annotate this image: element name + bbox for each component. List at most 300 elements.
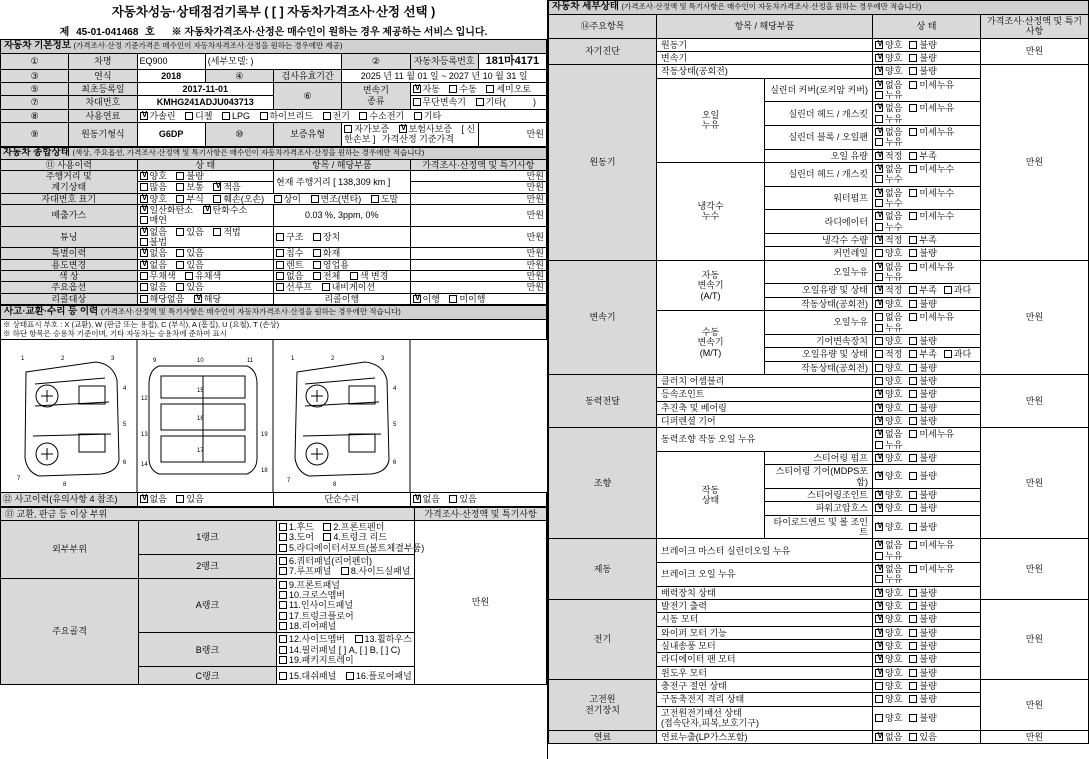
checkbox-box[interactable]	[875, 642, 883, 650]
checkbox-양호[interactable]	[875, 628, 902, 638]
checkbox-양호[interactable]	[875, 40, 902, 50]
checkbox-불량[interactable]	[909, 503, 936, 513]
checkbox-없음[interactable]	[875, 80, 902, 90]
checkbox-simple-yes[interactable]: 있음	[449, 494, 476, 504]
checkbox-부족[interactable]	[909, 151, 936, 161]
checkbox-tuning-none[interactable]: V없음	[140, 227, 167, 237]
checkbox-box[interactable]	[909, 655, 917, 663]
checkbox-box[interactable]	[875, 313, 883, 321]
checkbox-box[interactable]	[875, 300, 883, 308]
checkbox-불량[interactable]	[909, 490, 936, 500]
checkbox-box[interactable]	[875, 152, 883, 160]
checkbox-tuning-yes[interactable]: 있음	[176, 227, 203, 237]
checkbox-양호[interactable]	[875, 66, 902, 76]
checkbox-누수[interactable]	[875, 222, 902, 232]
checkbox-box[interactable]	[875, 602, 883, 610]
checkbox-vin-corrosion[interactable]: 부식	[176, 194, 203, 204]
value-engine-type[interactable]: G6DP	[137, 122, 205, 146]
checkbox-vin-altered[interactable]: 변조(변타)	[311, 194, 362, 204]
checkbox-box[interactable]	[909, 337, 917, 345]
checkbox-vin-good[interactable]: V 양호	[140, 194, 167, 204]
checkbox-미세누수[interactable]	[909, 211, 954, 221]
checkbox-양호[interactable]	[875, 694, 902, 704]
checkbox-box[interactable]	[909, 152, 917, 160]
checkbox-box[interactable]	[875, 67, 883, 75]
checkbox-box[interactable]	[909, 236, 917, 244]
checkbox-누유[interactable]	[875, 137, 902, 147]
checkbox-미세누유[interactable]	[909, 103, 954, 113]
checkbox-부족[interactable]	[909, 235, 936, 245]
value-carname[interactable]: EQ900	[137, 53, 205, 69]
checkbox-없음[interactable]	[875, 164, 902, 174]
checkbox-양호[interactable]	[875, 53, 902, 63]
checkbox-box[interactable]	[909, 417, 917, 425]
checkbox-양호[interactable]	[875, 614, 902, 624]
checkbox-box[interactable]	[875, 541, 883, 549]
checkbox-불량[interactable]	[909, 713, 936, 723]
checkbox-option-yes[interactable]: 있음	[176, 282, 203, 292]
checkbox-양호[interactable]	[875, 471, 902, 481]
checkbox-불량[interactable]	[909, 248, 936, 258]
checkbox-trunk-lid[interactable]: 4.트렁크 리드	[323, 532, 386, 542]
checkbox-양호[interactable]	[875, 453, 902, 463]
checkbox-box[interactable]	[909, 263, 917, 271]
detail-section-title: 자동차 세부상태	[552, 1, 619, 12]
checkbox-box[interactable]	[909, 523, 917, 531]
checkbox-없음[interactable]	[875, 188, 902, 198]
checkbox-미세누유[interactable]	[909, 564, 954, 574]
checkbox-없음[interactable]	[875, 127, 902, 137]
checkbox-없음[interactable]	[875, 211, 902, 221]
checkbox-미세누수[interactable]	[909, 188, 954, 198]
checkbox-불량[interactable]	[909, 601, 936, 611]
checkbox-적정[interactable]	[875, 285, 902, 295]
checkbox-없음[interactable]	[875, 564, 902, 574]
checkbox-box[interactable]	[909, 212, 917, 220]
checkbox-box[interactable]	[875, 733, 883, 741]
checkbox-label: 양호	[885, 452, 903, 463]
checkbox-box[interactable]	[909, 541, 917, 549]
checkbox-box[interactable]	[875, 714, 883, 722]
detail-item-label: 추진축 및 베어링	[657, 401, 873, 414]
checkbox-불량[interactable]	[909, 299, 936, 309]
checkbox-box[interactable]	[909, 733, 917, 741]
checkbox-cross-member[interactable]: 10.크로스멤버	[279, 590, 345, 600]
checkbox-inside-panel[interactable]: 11.인사이드패널	[279, 600, 353, 610]
checkbox-없음[interactable]	[875, 262, 902, 272]
checkbox-부족[interactable]	[909, 285, 936, 295]
checkbox-불량[interactable]	[909, 40, 936, 50]
checkbox-usage-yes[interactable]: 있음	[176, 260, 203, 270]
checkbox-floor-panel[interactable]: 16.플로어패널	[346, 671, 412, 681]
checkbox-미세누유[interactable]	[909, 312, 954, 322]
checkbox-mileage-many[interactable]: 많음	[140, 182, 167, 192]
checkbox-box[interactable]	[875, 273, 883, 281]
checkbox-불량[interactable]	[909, 522, 936, 532]
checkbox-rent[interactable]: 렌트	[276, 260, 303, 270]
checkbox-roof-panel[interactable]: 7.루프패널	[279, 566, 331, 576]
checkbox-fire[interactable]: 화재	[313, 248, 340, 258]
checkbox-box[interactable]	[909, 430, 917, 438]
checkbox-tuning-device[interactable]: 장치	[313, 232, 340, 242]
checkbox-box[interactable]	[909, 629, 917, 637]
checkbox-diesel[interactable]: 디젤	[185, 111, 212, 121]
checkbox-불량[interactable]	[909, 628, 936, 638]
checkbox-box[interactable]	[909, 300, 917, 308]
checkbox-양호[interactable]	[875, 403, 902, 413]
checkbox-box[interactable]	[875, 695, 883, 703]
checkbox-누유[interactable]	[875, 551, 902, 561]
checkbox-label: 누유	[885, 550, 903, 561]
checkbox-box[interactable]	[875, 504, 883, 512]
detail-state-options	[873, 626, 981, 639]
checkbox-accident-yes[interactable]: 있음	[176, 494, 203, 504]
checkbox-box[interactable]	[875, 575, 883, 583]
checkbox-box[interactable]	[875, 286, 883, 294]
checkbox-있음[interactable]	[909, 732, 936, 742]
checkbox-box[interactable]	[875, 138, 883, 146]
checkbox-box[interactable]	[909, 286, 917, 294]
checkbox-누유[interactable]	[875, 574, 902, 584]
checkbox-box[interactable]	[909, 41, 917, 49]
checkbox-box[interactable]	[909, 589, 917, 597]
checkbox-box[interactable]	[909, 54, 917, 62]
checkbox-box[interactable]	[875, 41, 883, 49]
checkbox-hood[interactable]: 1.후드	[279, 522, 314, 532]
mileage-value[interactable]: 현재 주행거리 [ 138,309 km ]	[274, 170, 411, 193]
checkbox-box[interactable]	[909, 390, 917, 398]
checkbox-box[interactable]	[944, 350, 952, 358]
checkbox-door[interactable]: 3.도어	[279, 532, 314, 542]
checkbox-mileage-normal[interactable]: 보통	[176, 182, 203, 192]
checkbox-과다[interactable]	[944, 285, 971, 295]
checkbox-불량[interactable]	[909, 641, 936, 651]
checkbox-box[interactable]	[909, 472, 917, 480]
checkbox-recall-notdone[interactable]: 미이행	[449, 294, 485, 304]
checkbox-양호[interactable]	[875, 248, 902, 258]
checkbox-누유[interactable]	[875, 114, 902, 124]
checkbox-box[interactable]	[875, 212, 883, 220]
checkbox-양호[interactable]	[875, 299, 902, 309]
checkbox-fuel-etc[interactable]: 기타	[414, 111, 441, 121]
detail-item-label: 실린더 커버(로커암 커버)	[765, 78, 873, 102]
checkbox-미세누유[interactable]	[909, 429, 954, 439]
checkbox-불량[interactable]	[909, 376, 936, 386]
checkbox-불량[interactable]	[909, 403, 936, 413]
checkbox-side-member[interactable]: 12.사이드멤버	[279, 634, 345, 644]
checkbox-usage-none[interactable]: V 없음	[140, 260, 167, 270]
value-vin[interactable]: KMHG241ADJU043713	[137, 96, 274, 109]
checkbox-양호[interactable]	[875, 376, 902, 386]
checkbox-양호[interactable]	[875, 654, 902, 664]
checkbox-box[interactable]	[875, 236, 883, 244]
checkbox-양호[interactable]	[875, 336, 902, 346]
checkbox-box[interactable]	[875, 54, 883, 62]
checkbox-radiator-support[interactable]: 5.라디에이터서포트(볼트체결부품)	[279, 543, 424, 553]
checkbox-option-none[interactable]: 없음	[140, 282, 167, 292]
checkbox-과다[interactable]	[944, 349, 971, 359]
checkbox-불량[interactable]	[909, 588, 936, 598]
checkbox-box[interactable]	[909, 714, 917, 722]
checkbox-양호[interactable]	[875, 416, 902, 426]
checkbox-vin-erased[interactable]: 도말	[371, 194, 398, 204]
checkbox-box[interactable]	[875, 91, 883, 99]
detail-state-options	[873, 502, 981, 515]
checkbox-side-sill-panel[interactable]: 8.사이드실패널	[341, 566, 411, 576]
checkbox-flood[interactable]: 침수	[276, 248, 303, 258]
checkbox-pillar-panel[interactable]: 14.필러패널 [ ] A, [ ] B, [ ] C)	[279, 645, 400, 655]
checkbox-불량[interactable]	[909, 694, 936, 704]
checkbox-self-warranty[interactable]: 자가보증	[344, 124, 389, 134]
checkbox-미세누유[interactable]	[909, 127, 954, 137]
checkbox-quarter-panel[interactable]: 6.쿼터패널(리어펜더)	[279, 556, 372, 566]
checkbox-box[interactable]	[875, 249, 883, 257]
checkbox-box[interactable]	[875, 128, 883, 136]
checkbox-box[interactable]	[875, 565, 883, 573]
checkbox-recall-none[interactable]: 해당없음	[140, 294, 185, 304]
checkbox-electric[interactable]: 전기	[323, 111, 350, 121]
checkbox-vin-damage[interactable]: 훼손(오손)	[213, 194, 264, 204]
checkbox-없음[interactable]	[875, 429, 902, 439]
checkbox-누수[interactable]	[875, 174, 902, 184]
checkbox-box[interactable]	[909, 377, 917, 385]
checkbox-box[interactable]	[909, 602, 917, 610]
checkbox-achromatic[interactable]: 무채색	[140, 271, 176, 281]
value-first-reg[interactable]: 2017-11-01	[137, 82, 274, 95]
checkbox-box[interactable]	[875, 189, 883, 197]
checkbox-special-yes[interactable]: 있음	[176, 248, 203, 258]
checkbox-box[interactable]	[875, 199, 883, 207]
checkbox-box[interactable]	[875, 364, 883, 372]
checkbox-box[interactable]	[909, 454, 917, 462]
checkbox-불량[interactable]	[909, 363, 936, 373]
checkbox-label: 누수	[885, 221, 903, 232]
checkbox-불량[interactable]	[909, 336, 936, 346]
checkbox-box[interactable]	[875, 115, 883, 123]
detail-item-label: 오일누유	[765, 311, 873, 335]
checkbox-recall-done[interactable]: V 이행	[413, 294, 440, 304]
checkbox-box[interactable]	[875, 175, 883, 183]
checkbox-불량[interactable]	[909, 471, 936, 481]
checkbox-양호[interactable]	[875, 503, 902, 513]
checkbox-business[interactable]: 영업용	[313, 260, 349, 270]
checkbox-box[interactable]	[875, 417, 883, 425]
checkbox-미세누수[interactable]	[909, 164, 954, 174]
checkbox-lpg[interactable]: LPG	[222, 111, 250, 121]
warranty-company: [ 신한손보 ]	[344, 123, 476, 145]
checkbox-box[interactable]	[875, 472, 883, 480]
detail-state-options	[873, 234, 981, 247]
checkbox-box[interactable]	[909, 695, 917, 703]
checkbox-recall-yes[interactable]: V 해당	[194, 294, 221, 304]
checkbox-box[interactable]	[909, 491, 917, 499]
checkbox-불량[interactable]	[909, 389, 936, 399]
checkbox-etc[interactable]: 기타(	[476, 97, 506, 107]
checkbox-양호[interactable]	[875, 363, 902, 373]
checkbox-box[interactable]	[909, 504, 917, 512]
checkbox-special-none[interactable]: V 없음	[140, 248, 167, 258]
checkbox-co[interactable]: V일산화탄소	[140, 205, 193, 215]
checkbox-box[interactable]	[909, 615, 917, 623]
checkbox-불량[interactable]	[909, 681, 936, 691]
checkbox-box[interactable]	[875, 104, 883, 112]
checkbox-box[interactable]	[909, 669, 917, 677]
checkbox-gasoline[interactable]: V 가솔린	[140, 111, 176, 121]
checkbox-box[interactable]	[909, 565, 917, 573]
checkbox-box[interactable]	[875, 655, 883, 663]
checkbox-box[interactable]	[875, 523, 883, 531]
checkbox-label: 누유	[885, 439, 903, 450]
checkbox-smoke[interactable]: 매연	[140, 215, 167, 225]
emission-values[interactable]: 0.03 %, 3ppm, 0%	[274, 204, 411, 226]
checkbox-box[interactable]	[875, 441, 883, 449]
checkbox-box[interactable]	[909, 249, 917, 257]
checkbox-양호[interactable]	[875, 490, 902, 500]
checkbox-양호[interactable]	[875, 641, 902, 651]
checkbox-미세누유[interactable]	[909, 262, 954, 272]
checkbox-없음[interactable]	[875, 103, 902, 113]
checkbox-box[interactable]	[909, 189, 917, 197]
checkbox-mileage-good[interactable]: V양호	[140, 171, 167, 181]
checkbox-rear-panel[interactable]: 18.리어패널	[279, 621, 336, 631]
checkbox-hc[interactable]: V 탄화수소	[203, 205, 248, 215]
checkbox-box[interactable]	[875, 669, 883, 677]
checkbox-chromatic[interactable]: 유채색	[185, 271, 221, 281]
checkbox-불량[interactable]	[909, 654, 936, 664]
checkbox-누유[interactable]	[875, 272, 902, 282]
checkbox-누수[interactable]	[875, 198, 902, 208]
checkbox-box[interactable]	[875, 81, 883, 89]
checkbox-hydrogen[interactable]: 수소전기	[359, 111, 404, 121]
checkbox-box[interactable]	[875, 629, 883, 637]
checkbox-box[interactable]	[875, 491, 883, 499]
checkbox-package-tray[interactable]: 19.패키지트레이	[279, 655, 354, 665]
checkbox-box[interactable]	[875, 682, 883, 690]
checkbox-양호[interactable]	[875, 601, 902, 611]
checkbox-부족[interactable]	[909, 349, 936, 359]
value-year[interactable]: 2018	[137, 69, 205, 82]
checkbox-color-partial[interactable]: 색 변경	[350, 271, 389, 281]
checkbox-box[interactable]	[875, 165, 883, 173]
checkbox-누유[interactable]	[875, 440, 902, 450]
checkbox-box[interactable]	[909, 350, 917, 358]
checkbox-box[interactable]	[909, 642, 917, 650]
checkbox-color-none[interactable]: 없음	[276, 271, 303, 281]
checkbox-양호[interactable]	[875, 389, 902, 399]
checkbox-label: 없음	[885, 312, 903, 323]
checkbox-navigation[interactable]: 내비게이션	[322, 282, 375, 292]
svg-text:1: 1	[291, 356, 295, 363]
checkbox-box[interactable]	[875, 350, 883, 358]
checkbox-box[interactable]	[909, 81, 917, 89]
checkbox-불량[interactable]	[909, 53, 936, 63]
checkbox-box[interactable]	[875, 223, 883, 231]
checkbox-box[interactable]	[909, 682, 917, 690]
checkbox-적정[interactable]	[875, 151, 902, 161]
checkbox-tuning-structure[interactable]: 구조	[276, 232, 303, 242]
checkbox-dash-panel[interactable]: 15.대쉬패널	[279, 671, 336, 681]
checkbox-box[interactable]	[875, 404, 883, 412]
checkbox-불량[interactable]	[909, 614, 936, 624]
checkbox-양호[interactable]	[875, 681, 902, 691]
checkbox-manual[interactable]: 수동	[449, 84, 476, 94]
checkbox-box[interactable]	[875, 454, 883, 462]
checkbox-auto[interactable]: V자동	[413, 84, 440, 94]
svg-text:8: 8	[333, 482, 337, 489]
checkbox-box[interactable]	[875, 324, 883, 332]
checkbox-wheel-house[interactable]: 13.휠하우스	[355, 634, 412, 644]
checkbox-box[interactable]	[875, 390, 883, 398]
detail-group-price: 만원	[981, 38, 1089, 65]
checkbox-hybrid[interactable]: 하이브리드	[260, 111, 313, 121]
checkbox-양호[interactable]	[875, 668, 902, 678]
checkbox-vin-diff[interactable]: 상이	[274, 194, 301, 204]
checkbox-box[interactable]	[909, 313, 917, 321]
checkbox-누유[interactable]	[875, 323, 902, 333]
checkbox-box[interactable]	[875, 552, 883, 560]
checkbox-box[interactable]	[875, 589, 883, 597]
checkbox-front-panel[interactable]: 9.프론트패널	[279, 580, 340, 590]
checkbox-box[interactable]	[909, 165, 917, 173]
value-inspection-period[interactable]: 2025 년 11 월 01 일 ~ 2027 년 10 월 31 일	[342, 69, 547, 82]
checkbox-front-fender[interactable]: 2.프론트펜더	[323, 522, 384, 532]
checkbox-box[interactable]	[909, 67, 917, 75]
checkbox-없음[interactable]	[875, 732, 902, 742]
checkbox-box[interactable]	[875, 377, 883, 385]
checkbox-box[interactable]	[909, 128, 917, 136]
checkbox-color-all[interactable]: 전체	[313, 271, 340, 281]
checkbox-cvt[interactable]: 무단변속기	[413, 97, 466, 107]
checkbox-불량[interactable]	[909, 453, 936, 463]
checkbox-누유[interactable]	[875, 90, 902, 100]
usage-options	[137, 259, 274, 270]
checkbox-없음[interactable]	[875, 312, 902, 322]
checkbox-insurance-warranty[interactable]: V 보험사보증	[399, 124, 452, 134]
checkbox-양호[interactable]	[875, 522, 902, 532]
checkbox-sunroof[interactable]: 선루프	[276, 282, 312, 292]
svg-text:13: 13	[141, 432, 148, 439]
checkbox-semiauto[interactable]: 세미오토	[486, 84, 531, 94]
checkbox-box[interactable]	[875, 263, 883, 271]
checkbox-미세누유[interactable]	[909, 80, 954, 90]
checkbox-box[interactable]	[909, 364, 917, 372]
checkbox-box[interactable]	[875, 337, 883, 345]
checkbox-적정[interactable]	[875, 349, 902, 359]
checkbox-적정[interactable]	[875, 235, 902, 245]
checkbox-미세누유[interactable]	[909, 540, 954, 550]
checkbox-box[interactable]	[875, 615, 883, 623]
checkbox-없음[interactable]	[875, 540, 902, 550]
checkbox-box[interactable]	[909, 104, 917, 112]
checkbox-mileage-few[interactable]: V 적음	[213, 182, 240, 192]
checkbox-simple-none[interactable]: V 없음	[413, 494, 440, 504]
checkbox-불량[interactable]	[909, 416, 936, 426]
checkbox-trunk-floor[interactable]: 17.트렁크플로어	[279, 611, 354, 621]
checkbox-box[interactable]	[944, 286, 952, 294]
checkbox-tuning-illegal[interactable]: 불법	[140, 237, 167, 247]
checkbox-불량[interactable]	[909, 668, 936, 678]
checkbox-box[interactable]	[909, 404, 917, 412]
checkbox-불량[interactable]	[909, 66, 936, 76]
checkbox-box[interactable]	[875, 430, 883, 438]
checkbox-양호[interactable]	[875, 588, 902, 598]
checkbox-양호[interactable]	[875, 713, 902, 723]
checkbox-label: 없음	[885, 187, 903, 198]
checkbox-mileage-bad[interactable]: 불량	[176, 171, 203, 181]
value-reg-no[interactable]: 181마4171	[478, 53, 546, 69]
checkbox-tuning-legal[interactable]: 적법	[213, 227, 240, 237]
checkbox-accident-none[interactable]: V 없음	[140, 494, 167, 504]
